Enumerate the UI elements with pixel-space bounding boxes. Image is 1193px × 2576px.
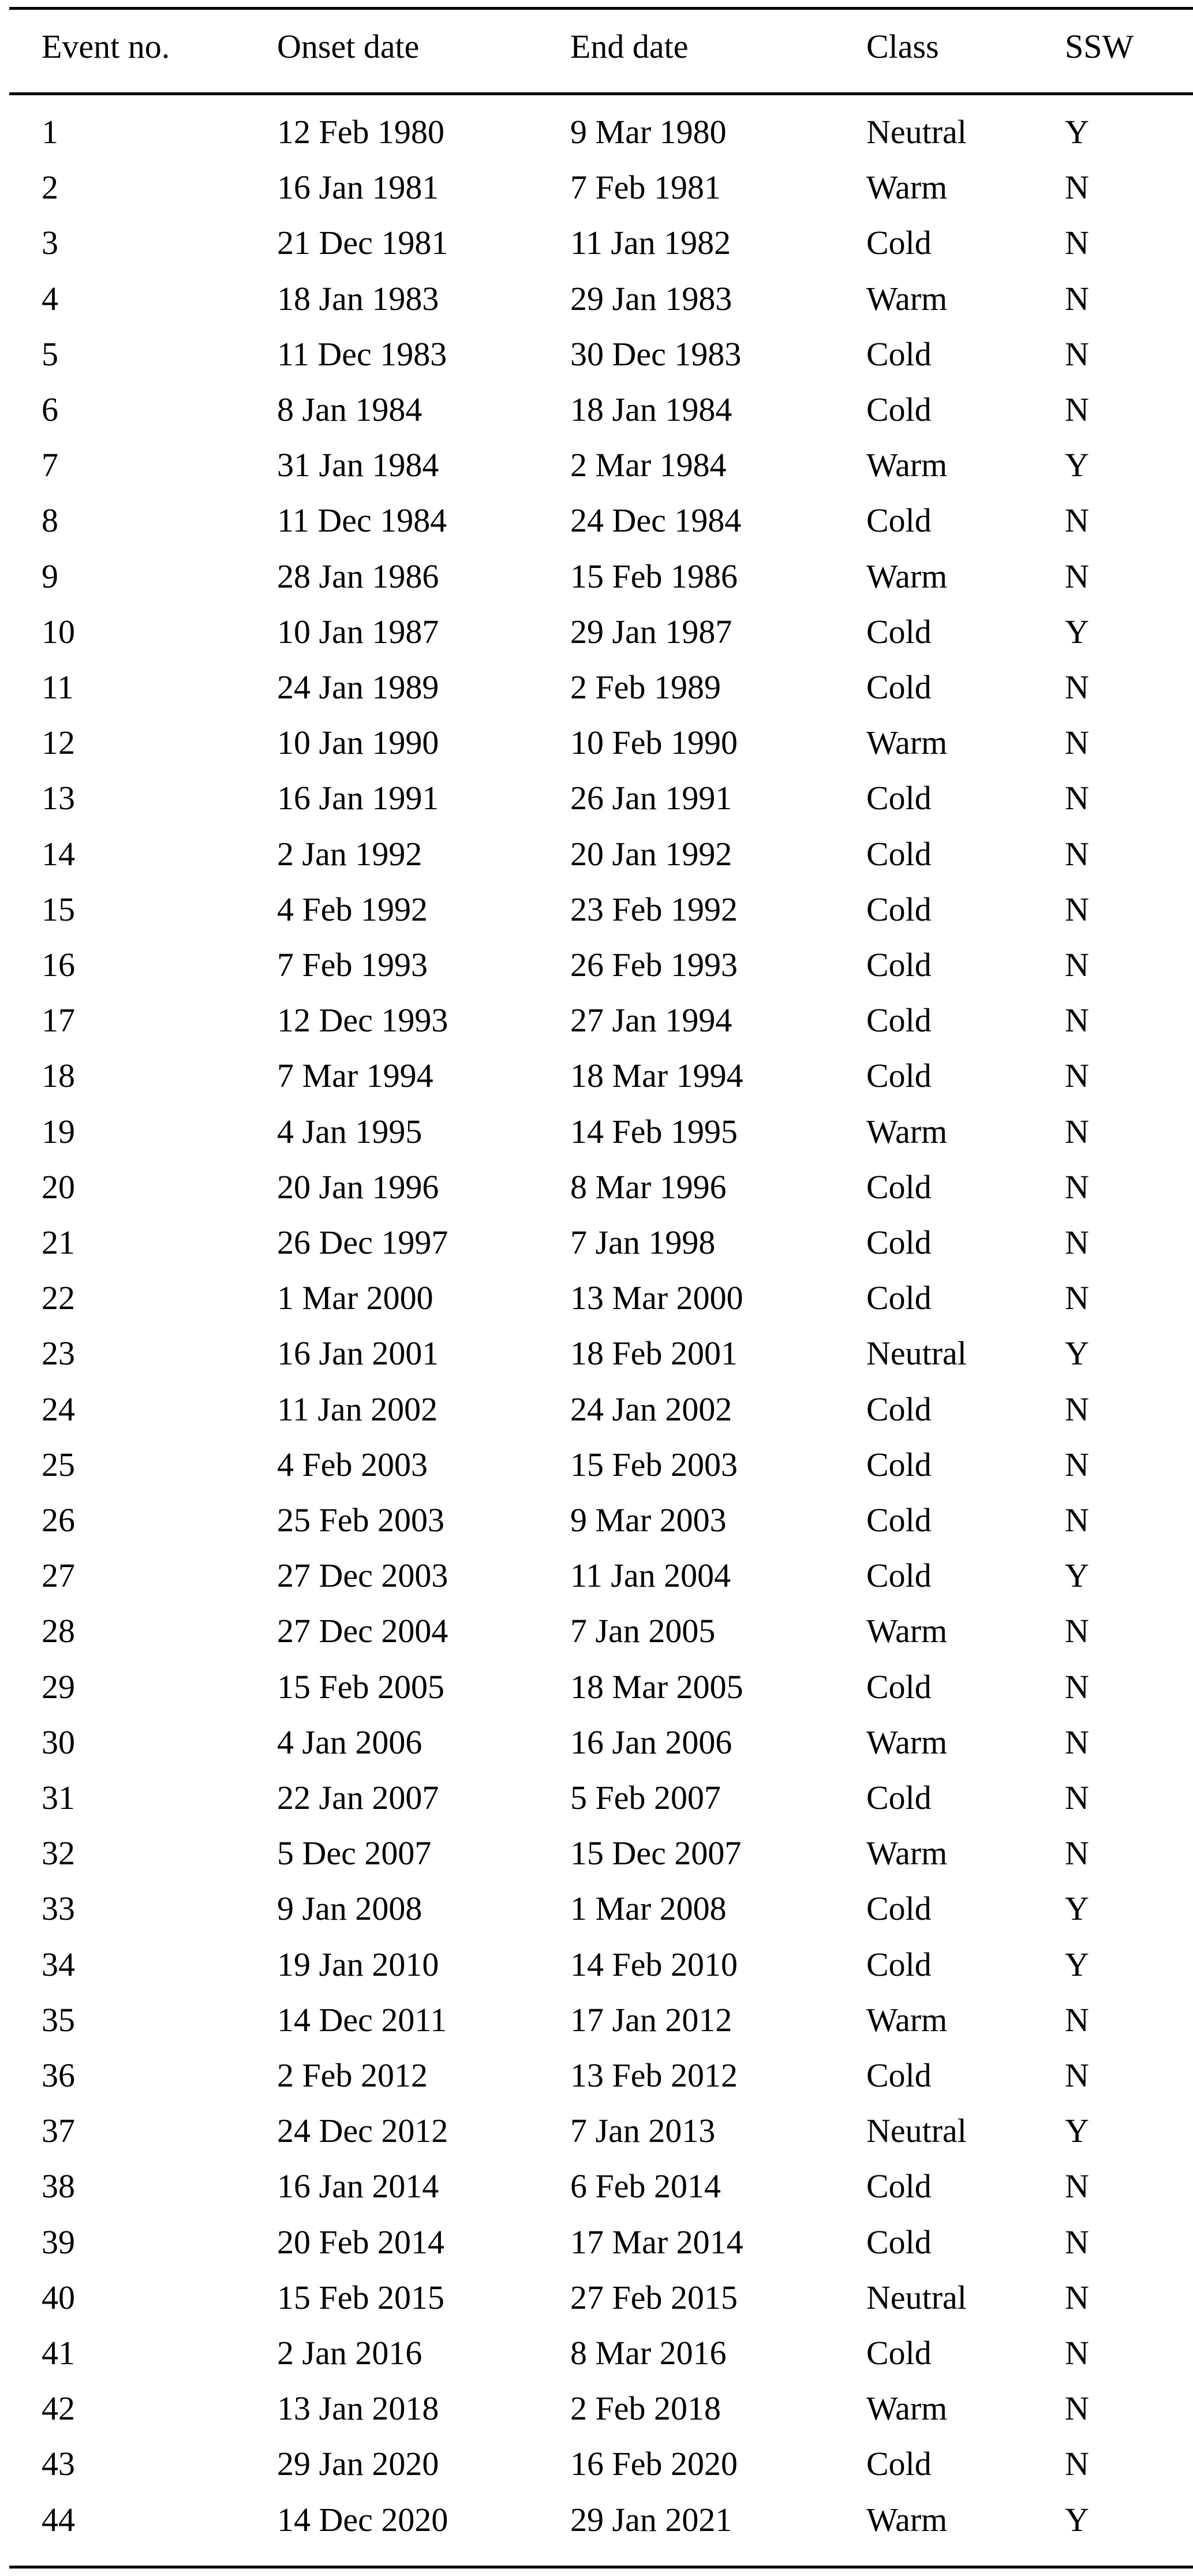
cell-ssw: Y [1065,446,1089,484]
cell-ssw: N [1065,890,1089,928]
cell-event-no: 32 [42,1834,75,1872]
cell-onset-date: 19 Jan 2010 [277,1945,439,1983]
cell-onset-date: 27 Dec 2004 [277,1612,448,1650]
cell-class: Neutral [866,1334,967,1373]
cell-event-no: 26 [42,1501,75,1539]
cell-event-no: 22 [42,1279,75,1317]
cell-onset-date: 27 Dec 2003 [277,1557,448,1595]
cell-end-date: 5 Feb 2007 [570,1779,721,1816]
cell-onset-date: 11 Jan 2002 [277,1390,438,1428]
table-row [0,335,1193,393]
table-row [0,1781,1193,1837]
cell-class: Warm [866,2390,948,2428]
cell-ssw: N [1065,835,1089,873]
cell-onset-date: 7 Feb 1993 [277,946,428,984]
cell-onset-date: 8 Jan 1984 [277,391,422,428]
bottom-rule [9,2566,1193,2568]
header-event-no: Event no. [42,28,170,65]
table-row [0,171,1193,226]
cell-end-date: 30 Dec 1983 [570,335,742,373]
cell-event-no: 1 [42,113,58,151]
cell-end-date: 15 Dec 2007 [570,1834,742,1872]
cell-ssw: N [1065,1612,1089,1650]
cell-ssw: N [1065,2334,1089,2372]
cell-event-no: 16 [42,946,75,984]
cell-class: Warm [866,279,948,317]
table-row [0,2059,1193,2114]
cell-class: Warm [866,557,948,595]
table-row [0,1281,1193,1337]
cell-ssw: N [1065,1112,1089,1150]
cell-event-no: 14 [42,835,75,873]
table-row [0,2500,1193,2559]
cell-class: Cold [866,946,932,984]
cell-ssw: Y [1065,612,1089,650]
cell-end-date: 23 Feb 1992 [570,890,738,928]
cell-onset-date: 11 Dec 1984 [277,502,447,540]
cell-event-no: 13 [42,779,75,817]
cell-event-no: 11 [42,668,74,706]
cell-ssw: Y [1065,2500,1089,2538]
cell-end-date: 14 Feb 2010 [570,1945,738,1983]
cell-event-no: 5 [42,335,58,373]
cell-ssw: Y [1065,113,1089,151]
table-row [0,1501,1193,1559]
header-ssw: SSW [1065,28,1134,65]
cell-ssw: N [1065,1834,1089,1872]
cell-end-date: 16 Jan 2006 [570,1723,732,1761]
cell-onset-date: 9 Jan 2008 [277,1890,422,1928]
cell-ssw: N [1065,557,1089,595]
cell-class: Cold [866,2223,932,2261]
cell-class: Cold [866,835,932,873]
cell-class: Cold [866,779,932,817]
cell-ssw: N [1065,946,1089,984]
cell-end-date: 13 Feb 2012 [570,2057,738,2094]
table-row [0,2336,1193,2392]
cell-class: Warm [866,1112,948,1150]
cell-class: Warm [866,724,948,762]
table-row [0,1834,1193,1892]
table-row [0,948,1193,1004]
cell-event-no: 27 [42,1557,75,1595]
cell-ssw: N [1065,1279,1089,1317]
cell-ssw: Y [1065,1557,1089,1595]
cell-onset-date: 4 Feb 2003 [277,1445,428,1483]
cell-class: Cold [866,391,932,428]
cell-event-no: 24 [42,1390,75,1428]
cell-event-no: 4 [42,279,58,317]
cell-end-date: 2 Feb 1989 [570,668,721,706]
cell-end-date: 26 Jan 1991 [570,779,732,817]
cell-onset-date: 12 Dec 1993 [277,1001,448,1040]
cell-onset-date: 10 Jan 1987 [277,612,439,650]
cell-end-date: 18 Jan 1984 [570,391,732,428]
cell-class: Cold [866,1557,932,1595]
cell-event-no: 35 [42,2001,75,2039]
cell-onset-date: 24 Dec 2012 [277,2112,448,2150]
cell-end-date: 29 Jan 1983 [570,279,732,317]
cell-event-no: 23 [42,1334,75,1373]
cell-onset-date: 24 Jan 1989 [277,668,439,706]
cell-end-date: 17 Jan 2012 [570,2001,732,2039]
cell-class: Warm [866,1723,948,1761]
table-row [0,393,1193,448]
cell-ssw: N [1065,1224,1089,1261]
cell-class: Cold [866,1001,932,1040]
table-row [0,504,1193,559]
table-row [0,835,1193,893]
cell-class: Cold [866,1279,932,1317]
table-row [0,1892,1193,1947]
cell-onset-date: 31 Jan 1984 [277,446,439,484]
cell-class: Cold [866,2167,932,2205]
cell-ssw: N [1065,1390,1089,1428]
cell-class: Neutral [866,2112,967,2150]
cell-event-no: 34 [42,1945,75,1983]
cell-ssw: N [1065,1501,1089,1539]
cell-end-date: 26 Feb 1993 [570,946,738,984]
cell-event-no: 6 [42,391,58,428]
cell-end-date: 11 Jan 2004 [570,1557,731,1595]
table-row [0,2392,1193,2447]
cell-ssw: N [1065,1168,1089,1206]
cell-end-date: 27 Feb 2015 [570,2278,738,2316]
cell-event-no: 17 [42,1001,75,1040]
cell-end-date: 18 Mar 2005 [570,1668,743,1706]
cell-onset-date: 22 Jan 2007 [277,1779,439,1816]
cell-end-date: 8 Mar 1996 [570,1168,727,1206]
table-row [0,1168,1193,1226]
table-row [0,115,1193,171]
cell-ssw: Y [1065,2112,1089,2150]
cell-class: Warm [866,2001,948,2039]
cell-event-no: 44 [42,2500,75,2538]
table-row [0,1001,1193,1059]
table-row [0,726,1193,782]
cell-class: Cold [866,1168,932,1206]
cell-event-no: 10 [42,612,75,650]
cell-event-no: 29 [42,1668,75,1706]
cell-end-date: 10 Feb 1990 [570,724,738,762]
cell-class: Cold [866,1224,932,1261]
cell-ssw: N [1065,279,1089,317]
cell-event-no: 3 [42,224,58,262]
cell-event-no: 40 [42,2278,75,2316]
cell-ssw: N [1065,2223,1089,2261]
table-row [0,779,1193,837]
cell-class: Cold [866,335,932,373]
cell-onset-date: 21 Dec 1981 [277,224,448,262]
cell-ssw: N [1065,1723,1089,1761]
table-row [0,1226,1193,1281]
cell-onset-date: 16 Jan 1981 [277,169,439,207]
cell-event-no: 25 [42,1445,75,1483]
table-row [0,448,1193,504]
cell-ssw: N [1065,1001,1089,1040]
cell-end-date: 29 Jan 1987 [570,612,732,650]
cell-class: Neutral [866,113,967,151]
table-row [0,1559,1193,1614]
cell-ssw: N [1065,1445,1089,1483]
top-rule [9,7,1193,10]
cell-class: Warm [866,169,948,207]
cell-event-no: 15 [42,890,75,928]
table-row [0,1059,1193,1115]
table-row [0,1445,1193,1504]
table-row [0,890,1193,948]
cell-class: Cold [866,668,932,706]
cell-end-date: 8 Mar 2016 [570,2334,727,2372]
cell-ssw: Y [1065,1334,1089,1373]
cell-class: Cold [866,890,932,928]
cell-event-no: 38 [42,2167,75,2205]
cell-end-date: 6 Feb 2014 [570,2167,721,2205]
cell-event-no: 41 [42,2334,75,2372]
cell-class: Neutral [866,2278,967,2316]
cell-onset-date: 10 Jan 1990 [277,724,439,762]
cell-end-date: 15 Feb 2003 [570,1445,738,1483]
table-row [0,557,1193,615]
table-row [0,2447,1193,2503]
table-row [0,1614,1193,1670]
table-row [0,1390,1193,1448]
cell-ssw: N [1065,2057,1089,2094]
cell-onset-date: 13 Jan 2018 [277,2390,439,2428]
cell-event-no: 19 [42,1112,75,1150]
cell-onset-date: 4 Feb 1992 [277,890,428,928]
cell-onset-date: 25 Feb 2003 [277,1501,444,1539]
cell-ssw: N [1065,724,1089,762]
cell-ssw: N [1065,1779,1089,1816]
cell-end-date: 7 Jan 2013 [570,2112,716,2150]
cell-event-no: 31 [42,1779,75,1816]
cell-ssw: Y [1065,1890,1089,1928]
cell-ssw: N [1065,502,1089,540]
cell-end-date: 16 Feb 2020 [570,2445,738,2483]
cell-end-date: 13 Mar 2000 [570,1279,743,1317]
cell-end-date: 20 Jan 1992 [570,835,732,873]
cell-class: Warm [866,1612,948,1650]
cell-end-date: 7 Jan 1998 [570,1224,716,1261]
cell-ssw: N [1065,1057,1089,1095]
table-row [0,1723,1193,1781]
cell-end-date: 9 Mar 1980 [570,113,727,151]
cell-class: Cold [866,1890,932,1928]
header-row [0,30,1193,85]
cell-ssw: N [1065,2390,1089,2428]
cell-ssw: N [1065,169,1089,207]
cell-end-date: 1 Mar 2008 [570,1890,727,1928]
cell-onset-date: 16 Jan 2001 [277,1334,439,1373]
cell-onset-date: 1 Mar 2000 [277,1279,433,1317]
table-row [0,1334,1193,1392]
table-row [0,2167,1193,2225]
cell-end-date: 24 Jan 2002 [570,1390,732,1428]
cell-event-no: 7 [42,446,58,484]
cell-event-no: 2 [42,169,58,207]
cell-class: Cold [866,1945,932,1983]
cell-onset-date: 7 Mar 1994 [277,1057,433,1095]
cell-end-date: 18 Mar 1994 [570,1057,743,1095]
cell-onset-date: 11 Dec 1983 [277,335,447,373]
cell-event-no: 43 [42,2445,75,2483]
table-row [0,2278,1193,2336]
cell-onset-date: 16 Jan 1991 [277,779,439,817]
cell-class: Warm [866,2500,948,2538]
cell-end-date: 14 Feb 1995 [570,1112,738,1150]
cell-onset-date: 2 Jan 2016 [277,2334,422,2372]
cell-end-date: 29 Jan 2021 [570,2500,732,2538]
cell-class: Cold [866,2057,932,2094]
cell-end-date: 7 Feb 1981 [570,169,721,207]
table-row [0,612,1193,671]
cell-ssw: N [1065,2167,1089,2205]
cell-end-date: 27 Jan 1994 [570,1001,732,1040]
cell-ssw: N [1065,2001,1089,2039]
cell-ssw: N [1065,1668,1089,1706]
cell-onset-date: 15 Feb 2015 [277,2278,444,2316]
cell-onset-date: 20 Feb 2014 [277,2223,444,2261]
cell-onset-date: 26 Dec 1997 [277,1224,448,1261]
cell-event-no: 37 [42,2112,75,2150]
cell-event-no: 18 [42,1057,75,1095]
cell-ssw: N [1065,779,1089,817]
cell-onset-date: 18 Jan 1983 [277,279,439,317]
cell-ssw: N [1065,2445,1089,2483]
header-onset-date: Onset date [277,28,420,65]
table-row [0,279,1193,338]
cell-event-no: 42 [42,2390,75,2428]
cell-onset-date: 14 Dec 2020 [277,2500,448,2538]
cell-onset-date: 29 Jan 2020 [277,2445,439,2483]
cell-onset-date: 2 Feb 2012 [277,2057,428,2094]
table-row [0,226,1193,282]
cell-ssw: N [1065,668,1089,706]
cell-class: Cold [866,502,932,540]
header-rule [9,92,1193,95]
cell-ssw: N [1065,335,1089,373]
table-row [0,1945,1193,2003]
cell-onset-date: 12 Feb 1980 [277,113,444,151]
cell-event-no: 21 [42,1224,75,1261]
cell-event-no: 12 [42,724,75,762]
cell-class: Cold [866,1390,932,1428]
cell-onset-date: 4 Jan 1995 [277,1112,422,1150]
cell-end-date: 11 Jan 1982 [570,224,731,262]
table-row [0,2223,1193,2281]
cell-end-date: 7 Jan 2005 [570,1612,716,1650]
table-row [0,2003,1193,2059]
cell-onset-date: 2 Jan 1992 [277,835,422,873]
cell-event-no: 36 [42,2057,75,2094]
cell-event-no: 30 [42,1723,75,1761]
cell-end-date: 24 Dec 1984 [570,502,742,540]
cell-class: Cold [866,1057,932,1095]
cell-event-no: 28 [42,1612,75,1650]
header-end-date: End date [570,28,689,65]
cell-ssw: N [1065,2278,1089,2316]
cell-class: Cold [866,1668,932,1706]
cell-class: Cold [866,612,932,650]
cell-ssw: N [1065,224,1089,262]
cell-event-no: 8 [42,502,58,540]
header-class: Class [866,28,939,65]
cell-event-no: 9 [42,557,58,595]
cell-class: Cold [866,224,932,262]
cell-class: Cold [866,1779,932,1816]
cell-end-date: 15 Feb 1986 [570,557,738,595]
cell-onset-date: 4 Jan 2006 [277,1723,422,1761]
cell-onset-date: 28 Jan 1986 [277,557,439,595]
cell-end-date: 9 Mar 2003 [570,1501,727,1539]
table-row [0,1670,1193,1726]
table-row [0,2114,1193,2170]
cell-ssw: N [1065,391,1089,428]
cell-end-date: 17 Mar 2014 [570,2223,743,2261]
cell-onset-date: 14 Dec 2011 [277,2001,447,2039]
cell-class: Cold [866,2334,932,2372]
table-row [0,668,1193,726]
cell-end-date: 2 Mar 1984 [570,446,727,484]
cell-onset-date: 16 Jan 2014 [277,2167,439,2205]
cell-onset-date: 20 Jan 1996 [277,1168,439,1206]
cell-event-no: 33 [42,1890,75,1928]
cell-onset-date: 15 Feb 2005 [277,1668,444,1706]
cell-class: Cold [866,1445,932,1483]
cell-class: Cold [866,1501,932,1539]
table-row [0,1112,1193,1171]
cell-class: Warm [866,446,948,484]
cell-class: Cold [866,2445,932,2483]
cell-onset-date: 5 Dec 2007 [277,1834,432,1872]
cell-event-no: 20 [42,1168,75,1206]
cell-end-date: 18 Feb 2001 [570,1334,738,1373]
cell-end-date: 2 Feb 2018 [570,2390,721,2428]
cell-ssw: Y [1065,1945,1089,1983]
cell-class: Warm [866,1834,948,1872]
cell-event-no: 39 [42,2223,75,2261]
